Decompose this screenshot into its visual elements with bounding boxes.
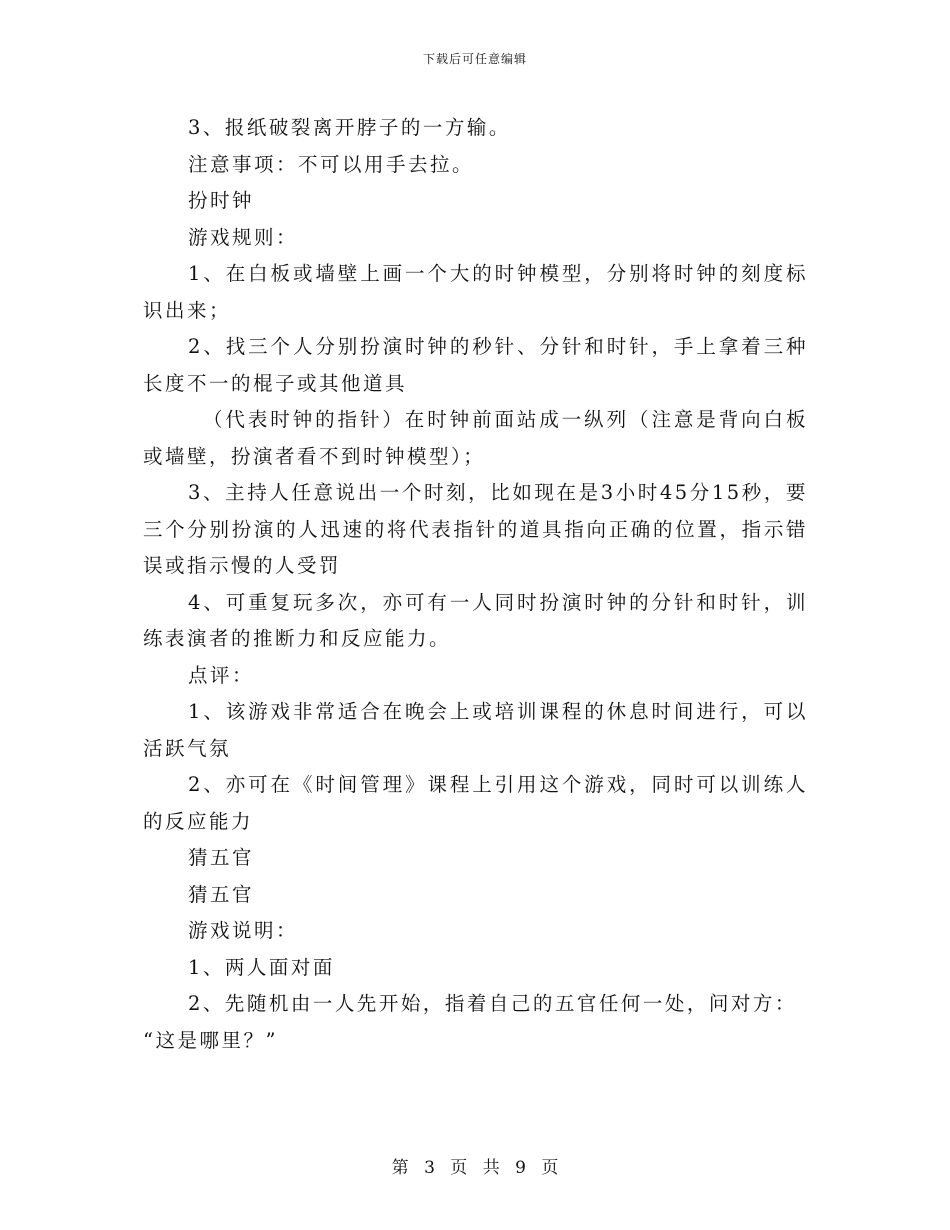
- paragraph-clock-rule-2-continued: （代表时钟的指针）在时钟前面站成一纵列（注意是背向白板或墙壁，扮演者看不到时钟模型）；: [143, 408, 808, 468]
- subheading-game-rules: 游戏规则：: [188, 225, 299, 249]
- paragraph-guess-step-2: 2、先随机由一人先开始，指着自己的五官任何一处，问对方：: [188, 992, 797, 1015]
- paragraph-rule-3-newspaper: 3、报纸破裂离开脖子的一方输。: [188, 116, 511, 139]
- paragraph-clock-rule-1: 1、在白板或墙壁上画一个大的时钟模型，分别将时钟的刻度标识出来；: [143, 262, 808, 322]
- document-body: [143, 110, 808, 1059]
- paragraph-notice: 注意事项：不可以用手去拉。: [188, 152, 475, 176]
- page-header-note: 下载后可任意编辑: [422, 52, 527, 66]
- page-number-footer: 第 3 页 共 9 页: [391, 1158, 559, 1178]
- paragraph-clock-rule-2: 2、找三个人分别扮演时钟的秒针、分针和时针，手上拿着三种长度不一的棍子或其他道具: [143, 335, 808, 395]
- section-title-guess-features: 猜五官: [188, 846, 255, 869]
- subheading-comments: 点评：: [188, 663, 255, 687]
- subheading-game-description: 游戏说明：: [188, 919, 299, 942]
- section-title-clock-game: 扮时钟: [188, 189, 255, 212]
- paragraph-guess-step-1: 1、两人面对面: [188, 955, 335, 979]
- paragraph-guess-question: “这是哪里？”: [143, 1028, 278, 1052]
- paragraph-comment-1: 1、该游戏非常适合在晚会上或培训课程的休息时间进行，可以活跃气氛: [143, 700, 808, 760]
- paragraph-comment-2: 2、亦可在《时间管理》课程上引用这个游戏，同时可以训练人的反应能力: [143, 773, 808, 833]
- paragraph-clock-rule-3: 3、主持人任意说出一个时刻，比如现在是3小时45分15秒，要三个分别扮演的人迅速的将代表指针的道具指向正确的位置，指示错误或指示慢的人受罚: [143, 481, 808, 577]
- section-title-guess-features-repeat: 猜五官: [188, 882, 255, 906]
- paragraph-clock-rule-4: 4、可重复玩多次，亦可有一人同时扮演时钟的分针和时针，训练表演者的推断力和反应能力。: [143, 590, 808, 650]
